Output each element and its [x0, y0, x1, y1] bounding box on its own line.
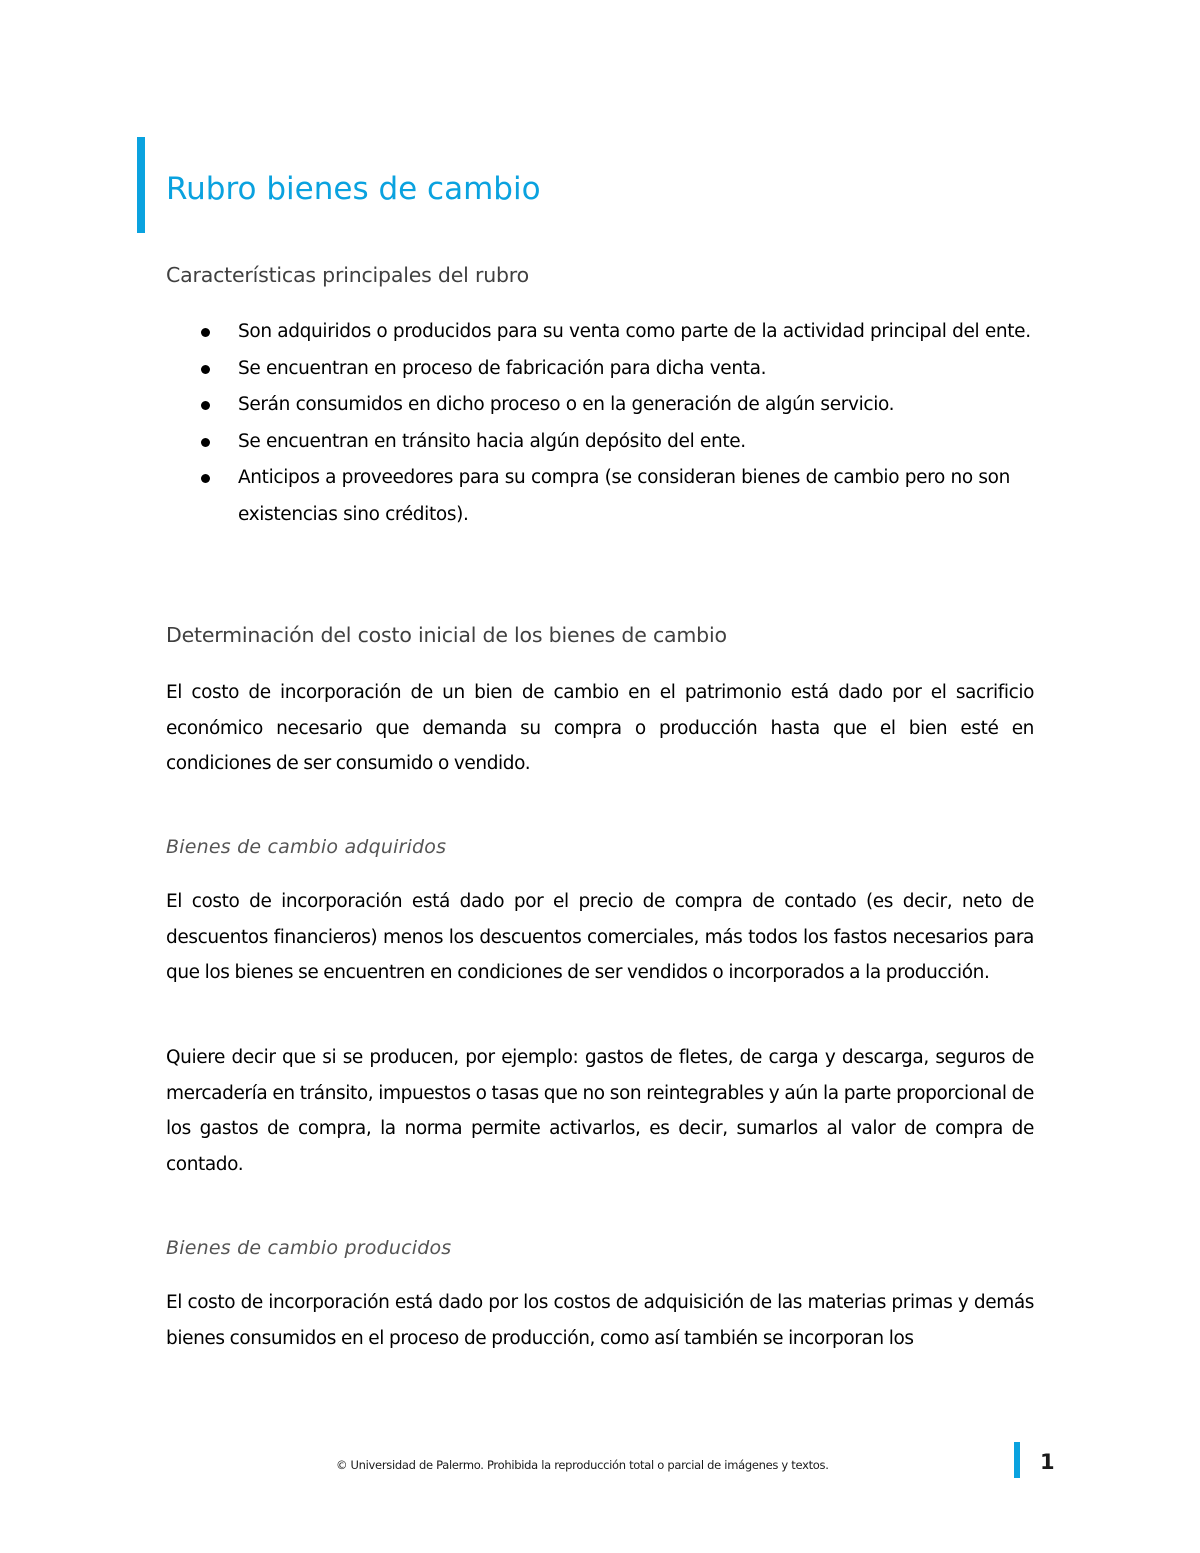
- title-accent-bar: [137, 137, 145, 233]
- list-item-text: Son adquiridos o producidos para su venta como parte de la actividad principal del ente.: [238, 321, 1031, 342]
- bullet-icon: [201, 474, 210, 483]
- bullet-icon: [201, 401, 210, 410]
- characteristics-list: [166, 314, 1036, 533]
- paragraph-produced-cost: El costo de incorporación está dado por los costos de adquisición de las materias primas y demás bienes consumidos en el proceso de producción, como así también se incorporan los: [166, 1292, 1034, 1349]
- list-item-text: Serán consumidos en dicho proceso o en la generación de algún servicio.: [238, 394, 895, 415]
- paragraph-acquired-cost: El costo de incorporación está dado por el precio de compra de contado (es decir, neto de descuentos financieros) menos los descuentos comerciales, más todos los fastos necesarios para que los bienes se encuentren en condiciones de ser vendidos o incorporados a la producción.: [166, 891, 1034, 983]
- list-item: [166, 424, 1036, 461]
- list-item: [166, 314, 1036, 351]
- footer-copyright: © Universidad de Palermo. Prohibida la reproducción total o parcial de imágenes y textos.: [336, 1458, 829, 1472]
- bullet-icon: [201, 365, 210, 374]
- footer-accent-bar: [1014, 1442, 1020, 1478]
- paragraph-acquired-example: Quiere decir que si se producen, por ejemplo: gastos de fletes, de carga y descarga, seguros de mercadería en tránsito, impuestos o tasas que no son reintegrables y aún la parte proporcional de los gastos de compra, la norma permite activarlos, es decir, sumarlos al valor de compra de contado.: [166, 1047, 1034, 1175]
- section-heading-initial-cost: Determinación del costo inicial de los bienes de cambio: [166, 623, 727, 647]
- list-item-text: Se encuentran en proceso de fabricación para dicha venta.: [238, 357, 767, 379]
- list-item: [166, 460, 1036, 533]
- document-title: Rubro bienes de cambio: [166, 171, 541, 207]
- bullet-icon: [201, 328, 210, 337]
- page-number: 1: [1040, 1450, 1055, 1474]
- list-item-text: Anticipos a proveedores para su compra (se consideran bienes de cambio pero no son existencias sino créditos).: [238, 467, 1010, 525]
- list-item-text: Se encuentran en tránsito hacia algún depósito del ente.: [238, 430, 746, 452]
- paragraph-initial-cost: El costo de incorporación de un bien de cambio en el patrimonio está dado por el sacrificio económico necesario que demanda su compra o producción hasta que el bien esté en condiciones de ser consumido o vendido.: [166, 682, 1034, 774]
- section-heading-characteristics: Características principales del rubro: [166, 263, 529, 287]
- subheading-produced-goods: Bienes de cambio producidos: [166, 1237, 452, 1259]
- bullet-icon: [201, 438, 210, 447]
- list-item: [166, 351, 1036, 388]
- list-item: [166, 387, 1036, 424]
- subheading-acquired-goods: Bienes de cambio adquiridos: [166, 836, 447, 858]
